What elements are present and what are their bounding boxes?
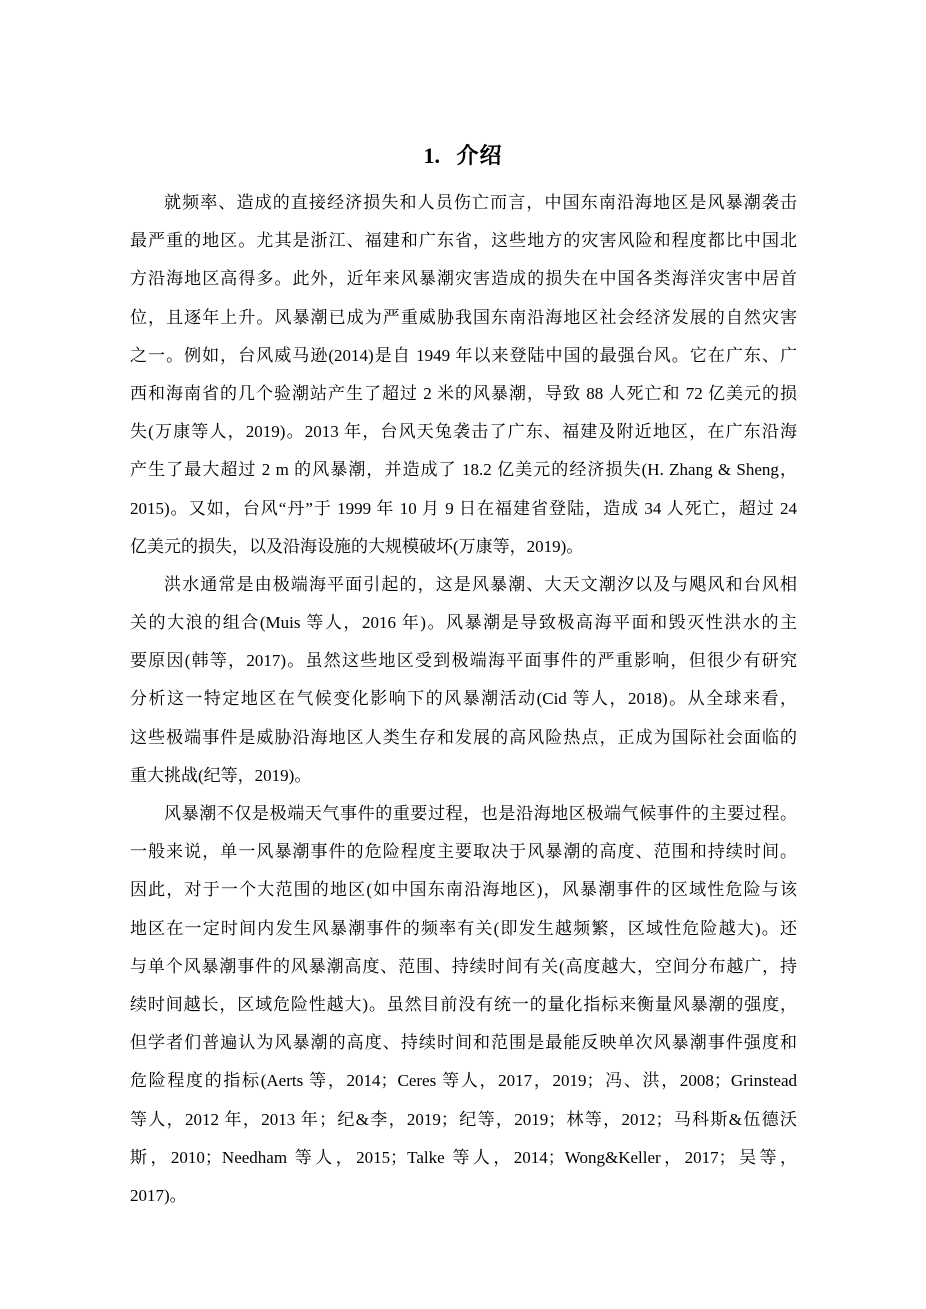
text-line: 就频率、造成的直接经济损失和人员伤亡而言，中国东南沿海地区是风暴潮袭击 — [164, 193, 797, 212]
text-line: 等人，2012 年，2013 年；纪&李，2019；纪等，2019；林等，2012；马科斯&伍德沃 — [130, 1109, 797, 1129]
section-heading — [0, 141, 926, 171]
section-title: 介绍 — [456, 143, 503, 168]
text-line: 续时间越长，区域危险性越大)。虽然目前没有统一的量化指标来衡量风暴潮的强度， — [130, 994, 797, 1014]
text-line: 位，且逐年上升。风暴潮已成为严重威胁我国东南沿海地区社会经济发展的自然灾害 — [130, 307, 797, 327]
text-line: 但学者们普遍认为风暴潮的高度、持续时间和范围是最能反映单次风暴潮事件强度和 — [130, 1033, 797, 1053]
text-line: 风暴潮不仅是极端天气事件的重要过程，也是沿海地区极端气候事件的主要过程。 — [164, 804, 797, 823]
text-line: 一般来说，单一风暴潮事件的危险程度主要取决于风暴潮的高度、范围和持续时间。 — [130, 842, 797, 862]
text-line: 产生了最大超过 2 m 的风暴潮，并造成了 18.2 亿美元的经济损失(H. Zhang & Sheng， — [130, 460, 797, 480]
text-line: 分析这一特定地区在气候变化影响下的风暴潮活动(Cid 等人，2018)。从全球来看， — [130, 689, 797, 709]
text-line: 斯，2010；Needham 等人，2015；Talke 等人，2014；Wong&Keller，2017；吴等，2017)。 — [130, 1147, 797, 1205]
section-number: 1. — [423, 143, 440, 168]
text-line: 关的大浪的组合(Muis 等人，2016 年)。风暴潮是导致极高海平面和毁灭性洪水的主 — [130, 613, 797, 633]
text-line: 因此，对于一个大范围的地区(如中国东南沿海地区)，风暴潮事件的区域性危险与该 — [130, 880, 797, 900]
text-line: 之一。例如，台风威马逊(2014)是自 1949 年以来登陆中国的最强台风。它在广东、广 — [130, 345, 797, 365]
text-line: 重大挑战(纪等，2019)。 — [130, 765, 312, 785]
text-line: 最严重的地区。尤其是浙江、福建和广东省，这些地方的灾害风险和程度都比中国北 — [130, 231, 797, 251]
text-line: 2015)。又如，台风“丹”于 1999 年 10 月 9 日在福建省登陆，造成 34 人死亡，超过 24 — [130, 498, 797, 518]
text-line: 失(万康等人，2019)。2013 年，台风天兔袭击了广东、福建及附近地区，在广东沿海 — [130, 422, 797, 442]
text-line: 洪水通常是由极端海平面引起的，这是风暴潮、大天文潮汐以及与飓风和台风相 — [164, 574, 797, 594]
text-line: 危险程度的指标(Aerts 等，2014；Ceres 等人，2017，2019；冯、洪，2008；Grinstead — [130, 1071, 797, 1091]
text-line: 地区在一定时间内发生风暴潮事件的频率有关(即发生越频繁，区域性危险越大)。还 — [130, 918, 797, 938]
document-body — [130, 184, 797, 1205]
text-line: 这些极端事件是威胁沿海地区人类生存和发展的高风险热点，正成为国际社会面临的 — [130, 727, 797, 747]
text-line: 与单个风暴潮事件的风暴潮高度、范围、持续时间有关(高度越大，空间分布越广，持 — [130, 956, 797, 976]
text-line: 方沿海地区高得多。此外，近年来风暴潮灾害造成的损失在中国各类海洋灾害中居首 — [130, 269, 797, 289]
text-line: 要原因(韩等，2017)。虽然这些地区受到极端海平面事件的严重影响，但很少有研究 — [130, 651, 797, 671]
text-line: 西和海南省的几个验潮站产生了超过 2 米的风暴潮，导致 88 人死亡和 72 亿美元的损 — [130, 383, 797, 403]
text-line: 亿美元的损失，以及沿海设施的大规模破坏(万康等，2019)。 — [130, 536, 584, 556]
